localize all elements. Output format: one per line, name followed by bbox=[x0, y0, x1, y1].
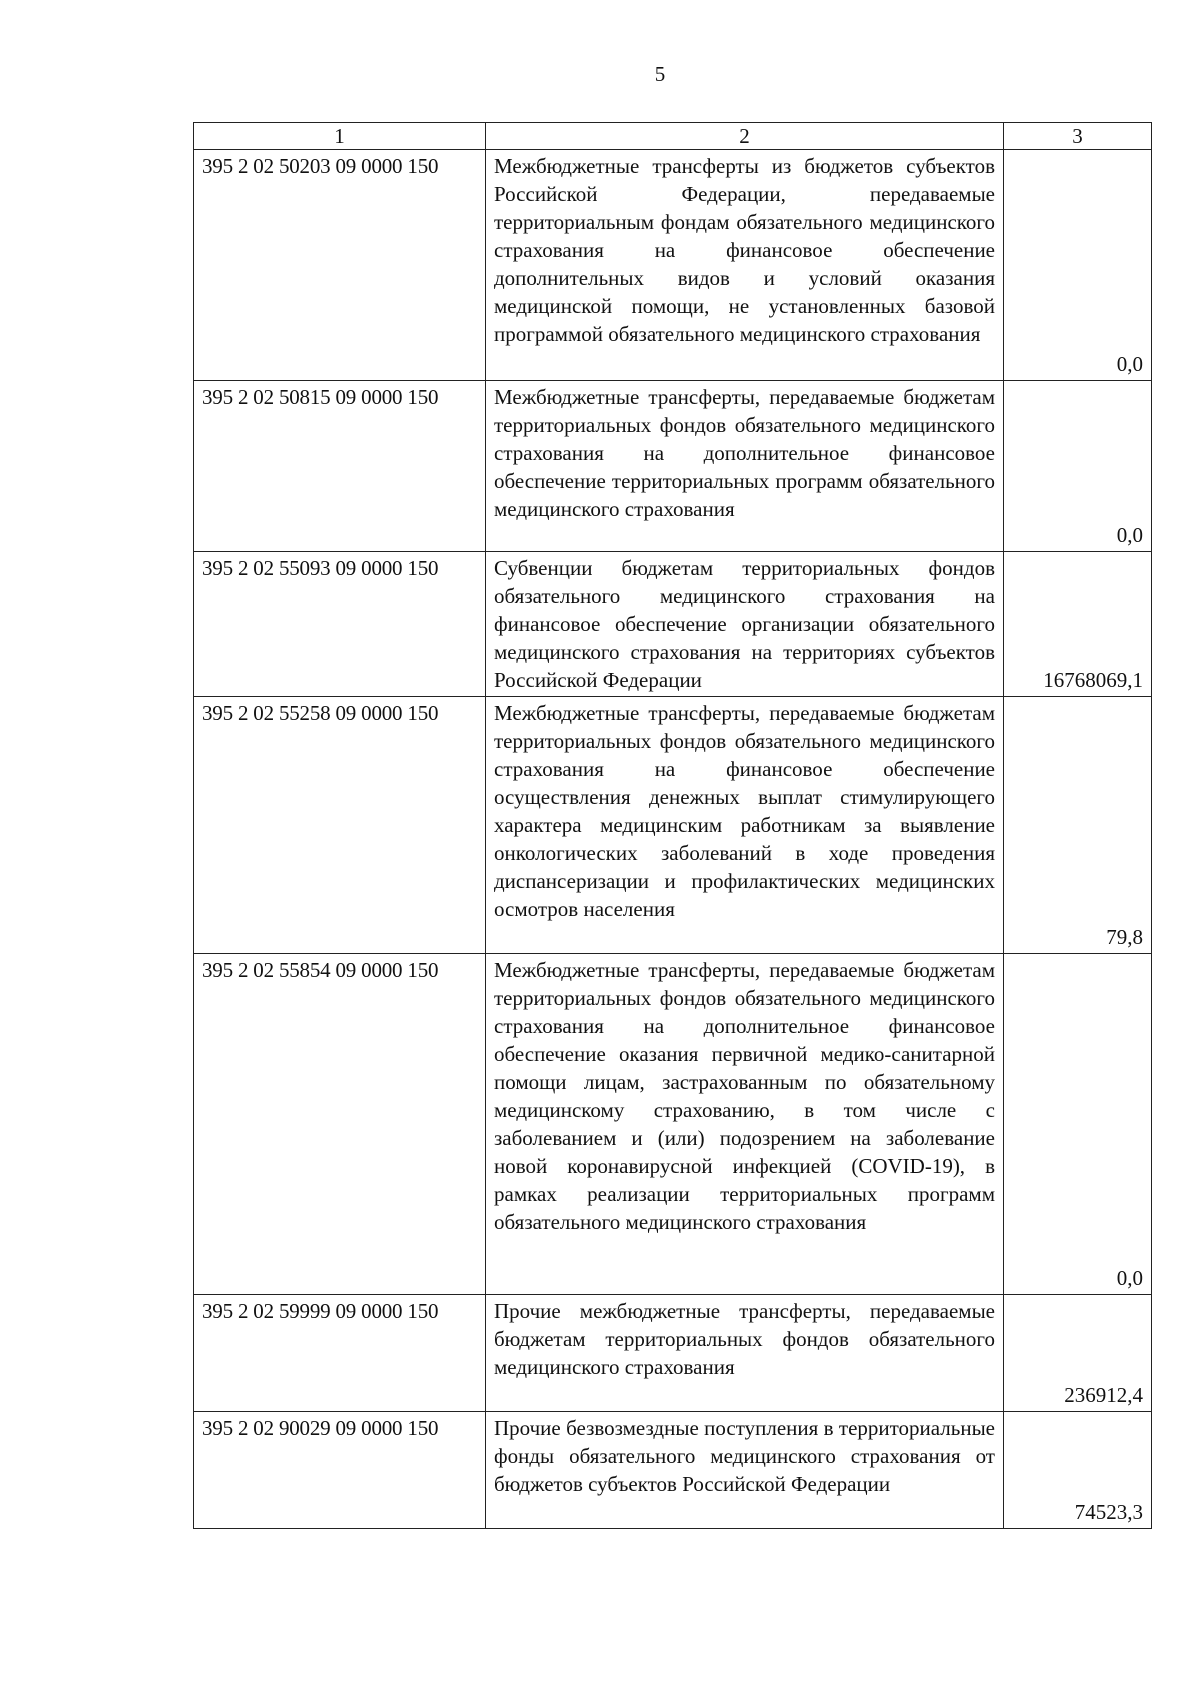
description-cell: Прочие безвозмездные поступления в территориальные фонды обязательного медицинского страхования от бюджетов субъектов Российской Федерации bbox=[486, 1412, 1004, 1529]
table-row bbox=[194, 954, 1152, 1295]
amount-cell: 74523,3 bbox=[1004, 1412, 1152, 1529]
description-cell: Межбюджетные трансферты, передаваемые бюджетам территориальных фондов обязательного медицинского страхования на финансовое обеспечение осуществления денежных выплат стимулирующего характера медицинским работникам за выявление онкологических заболеваний в ходе проведения диспансеризации и профилактических медицинских осмотров населения bbox=[486, 697, 1004, 954]
amount-cell: 236912,4 bbox=[1004, 1295, 1152, 1412]
budget-code-cell: 395 2 02 90029 09 0000 150 bbox=[194, 1412, 486, 1529]
amount-cell: 0,0 bbox=[1004, 954, 1152, 1295]
description-cell: Прочие межбюджетные трансферты, передаваемые бюджетам территориальных фондов обязательного медицинского страхования bbox=[486, 1295, 1004, 1412]
budget-code-cell: 395 2 02 50815 09 0000 150 bbox=[194, 381, 486, 552]
table-row bbox=[194, 697, 1152, 954]
amount-cell: 0,0 bbox=[1004, 381, 1152, 552]
column-header-2: 2 bbox=[486, 123, 1004, 150]
amount-cell: 0,0 bbox=[1004, 150, 1152, 381]
budget-code-cell: 395 2 02 50203 09 0000 150 bbox=[194, 150, 486, 381]
table-header-row bbox=[194, 123, 1152, 150]
amount-cell: 16768069,1 bbox=[1004, 552, 1152, 697]
description-cell: Межбюджетные трансферты, передаваемые бюджетам территориальных фондов обязательного медицинского страхования на дополнительное финансовое обеспечение оказания первичной медико-санитарной помощи лицам, застрахованным по обязательному медицинскому страхованию, в том числе с заболеванием и (или) подозрением на заболевание новой коронавирусной инфекцией (COVID-19), в рамках реализации территориальных программ обязательного медицинского страхования bbox=[486, 954, 1004, 1295]
budget-code-cell: 395 2 02 59999 09 0000 150 bbox=[194, 1295, 486, 1412]
budget-code-cell: 395 2 02 55854 09 0000 150 bbox=[194, 954, 486, 1295]
column-header-1: 1 bbox=[194, 123, 486, 150]
budget-code-cell: 395 2 02 55093 09 0000 150 bbox=[194, 552, 486, 697]
budget-code-cell: 395 2 02 55258 09 0000 150 bbox=[194, 697, 486, 954]
table-row bbox=[194, 1295, 1152, 1412]
description-cell: Субвенции бюджетам территориальных фондов обязательного медицинского страхования на финансовое обеспечение организации обязательного медицинского страхования на территориях субъектов Российской Федерации bbox=[486, 552, 1004, 697]
table-row bbox=[194, 150, 1152, 381]
table-row bbox=[194, 552, 1152, 697]
table-row bbox=[194, 381, 1152, 552]
page-number: 5 bbox=[654, 62, 666, 86]
budget-table bbox=[193, 122, 1152, 1529]
column-header-3: 3 bbox=[1004, 123, 1152, 150]
description-cell: Межбюджетные трансферты, передаваемые бюджетам территориальных фондов обязательного медицинского страхования на дополнительное финансовое обеспечение территориальных программ обязательного медицинского страхования bbox=[486, 381, 1004, 552]
amount-cell: 79,8 bbox=[1004, 697, 1152, 954]
table-row bbox=[194, 1412, 1152, 1529]
description-cell: Межбюджетные трансферты из бюджетов субъектов Российской Федерации, передаваемые территориальным фондам обязательного медицинского страхования на финансовое обеспечение дополнительных видов и условий оказания медицинской помощи, не установленных базовой программой обязательного медицинского страхования bbox=[486, 150, 1004, 381]
